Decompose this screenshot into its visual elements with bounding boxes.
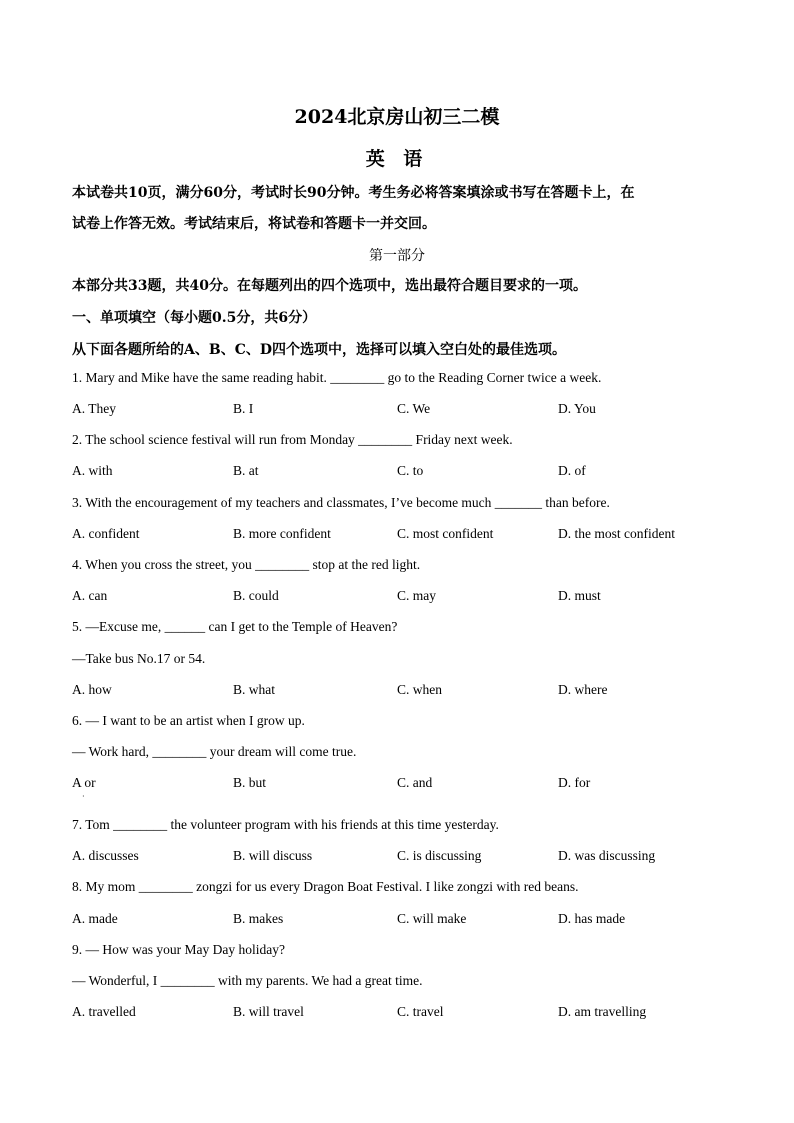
option-b: B. will travel — [233, 1004, 304, 1019]
option-b: B. I — [233, 401, 254, 416]
option-a: A. how — [72, 682, 112, 697]
exam-title: 2024北京房山初三二模 — [294, 106, 500, 128]
question-6-response: — Work hard, ________ your dream will come true. — [72, 744, 357, 759]
option-c: C. will make — [397, 911, 467, 926]
instructions-line-2: 试卷上作答无效。考试结束后，将试卷和答题卡一并交回。 — [72, 216, 436, 232]
question-2-text: 2. The school science festival will run from Monday ________ Friday next week. — [72, 432, 513, 447]
option-d: D. was discussing — [558, 848, 656, 863]
option-c: C. is discussing — [397, 848, 482, 863]
question-5-text: 5. —Excuse me, ______ can I get to the Temple of Heaven? — [72, 619, 398, 634]
option-b: B. could — [233, 588, 279, 603]
option-b: B. will discuss — [233, 848, 313, 863]
option-c: C. when — [397, 682, 442, 697]
option-a: A. with — [72, 463, 113, 478]
option-b: B. but — [233, 775, 267, 790]
question-9-options — [72, 1004, 722, 1022]
option-c: C. may — [397, 588, 436, 603]
option-a: A. made — [72, 911, 118, 926]
stray-dot-mark: · — [82, 792, 85, 801]
question-5-options — [72, 682, 722, 700]
option-a: A. They — [72, 401, 116, 416]
option-d: D. the most confident — [558, 526, 675, 541]
question-4-text: 4. When you cross the street, you ________ stop at the red light. — [72, 557, 421, 572]
option-d: D. for — [558, 775, 591, 790]
part-description: 本部分共33题，共40分。在每题列出的四个选项中，选出最符合题目要求的一项。 — [72, 278, 587, 294]
part-title: 第一部分 — [369, 248, 425, 264]
option-d: D. You — [558, 401, 596, 416]
option-c: C. to — [397, 463, 424, 478]
question-6-options — [72, 775, 722, 793]
question-9-text: 9. — How was your May Day holiday? — [72, 942, 285, 957]
option-b: B. at — [233, 463, 259, 478]
question-2-options — [72, 463, 722, 481]
question-1-text: 1. Mary and Mike have the same reading habit. ________ go to the Reading Corner twice a week. — [72, 370, 602, 385]
option-c: C. travel — [397, 1004, 444, 1019]
option-d: D. where — [558, 682, 608, 697]
question-8-text: 8. My mom ________ zongzi for us every Dragon Boat Festival. I like zongzi with red beans. — [72, 879, 579, 894]
question-1-options — [72, 401, 722, 419]
option-c: C. and — [397, 775, 433, 790]
question-3-options — [72, 526, 722, 544]
section-title: 一、单项填空（每小题0.5分，共6分） — [72, 310, 317, 326]
option-a: A. travelled — [72, 1004, 136, 1019]
section-direction: 从下面各题所给的A、B、C、D四个选项中，选择可以填入空白处的最佳选项。 — [72, 342, 566, 358]
option-a: A or — [72, 775, 96, 790]
question-6-text: 6. — I want to be an artist when I grow up. — [72, 713, 305, 728]
instructions-line-1: 本试卷共10页，满分60分，考试时长90分钟。考生务必将答案填涂或书写在答题卡上，在 — [72, 185, 635, 201]
option-d: D. must — [558, 588, 601, 603]
question-7-text: 7. Tom ________ the volunteer program with his friends at this time yesterday. — [72, 817, 499, 832]
question-3-text: 3. With the encouragement of my teachers and classmates, I’ve become much _______ than before. — [72, 495, 610, 510]
option-c: C. We — [397, 401, 431, 416]
option-d: D. has made — [558, 911, 626, 926]
option-a: A. can — [72, 588, 108, 603]
option-b: B. makes — [233, 911, 284, 926]
option-b: B. what — [233, 682, 275, 697]
question-4-options — [72, 588, 722, 606]
question-7-options — [72, 848, 722, 866]
option-d: D. of — [558, 463, 586, 478]
option-a: A. confident — [72, 526, 140, 541]
question-5-response: —Take bus No.17 or 54. — [72, 651, 206, 666]
subject-title: 英 语 — [365, 148, 429, 170]
question-9-response: — Wonderful, I ________ with my parents. We had a great time. — [72, 973, 423, 988]
question-8-options — [72, 911, 722, 929]
option-d: D. am travelling — [558, 1004, 647, 1019]
option-a: A. discusses — [72, 848, 139, 863]
option-b: B. more confident — [233, 526, 331, 541]
option-c: C. most confident — [397, 526, 494, 541]
